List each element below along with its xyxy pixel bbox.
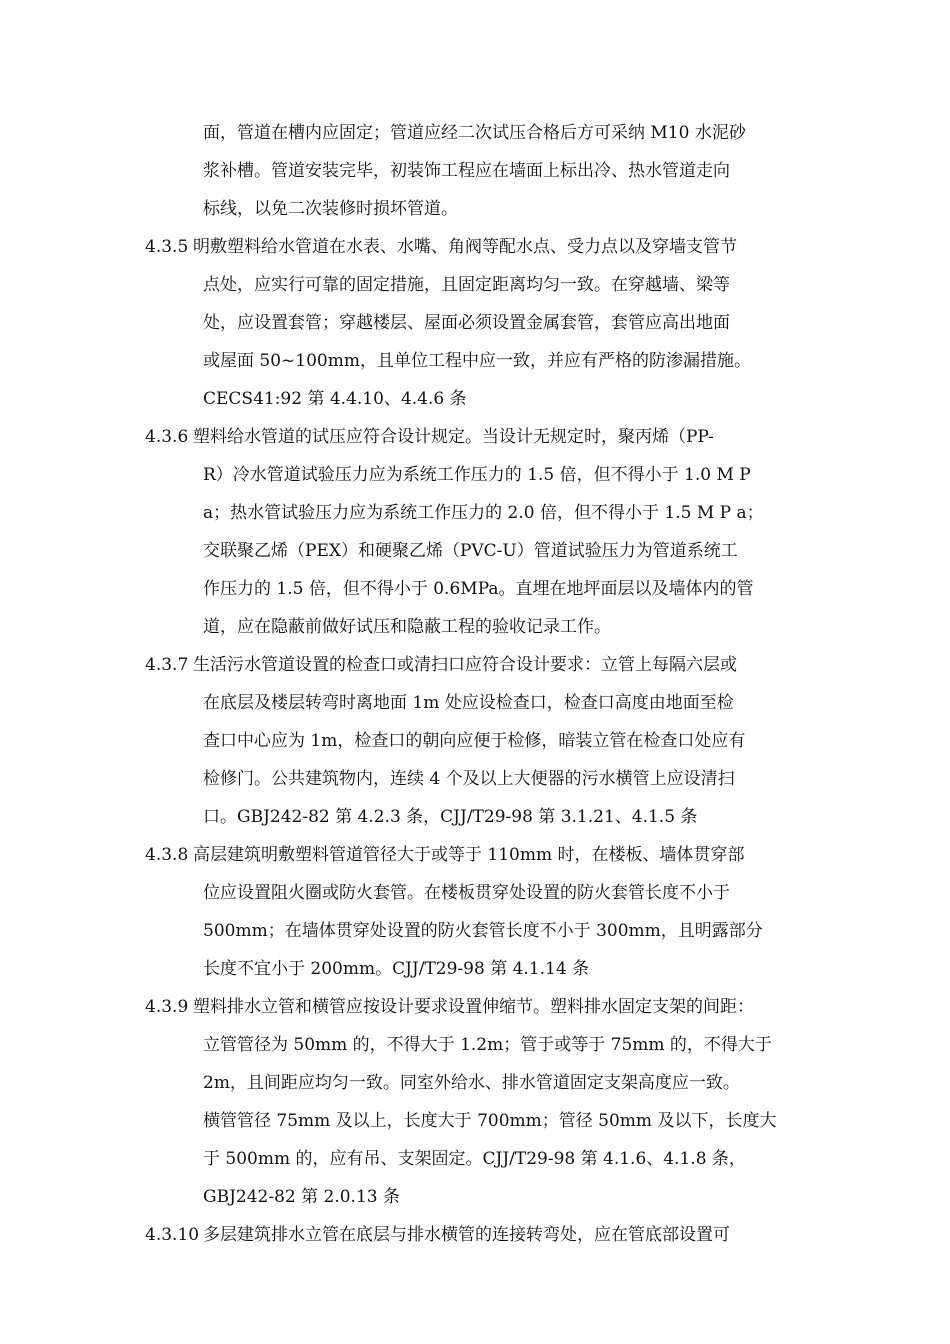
clause-number: 4.3.10	[145, 1225, 200, 1245]
clause-number: 4.3.5	[145, 237, 189, 257]
clause-number: 4.3.8	[145, 845, 189, 865]
clause-number: 4.3.9	[145, 997, 189, 1017]
clause-number: 4.3.7	[145, 655, 189, 675]
clause-number: 4.3.6	[145, 427, 189, 447]
document-page: 面，管道在槽内应固定；管道应经二次试压合格后方可采纳 M10 水泥砂 浆补槽。管道安装完毕，初装饰工程应在墙面上标出冷、热水管道走向 标线，以免二次装修时损坏管道。 4.3.5 明敷塑料给水管道在水表、水嘴、角阀等配水点、受力点以及穿墙支管节 点处，应实行可靠的固定措施，且固定距离均匀一致。在穿越墙、梁等 处，应设置套管；穿越楼层、屋面必须设置金属套管，套管应高出地面 或屋面 50~100mm，且单位工程中应一致，并应有严格的防渗漏措施。 CECS41:92 第 4.4.10、4.4.6 条 4.3.6 塑料给水管道的试压应符合设计规定。当设计无规定时，聚丙烯（PP- R）冷水管道试验压力应为系统工作压力的 1.5 倍，但不得小于 1.0 M P a；热水管试验压力应为系统工作压力的 2.0 倍，但不得小于 1.5 M P a； 交联聚乙烯（PEX）和硬聚乙烯（PVC-U）管道试验压力为管道系统工 作压力的 1.5 倍，但不得小于 0.6MPa。直埋在地坪面层以及墙体内的管 道，应在隐蔽前做好试压和隐蔽工程的验收记录工作。 4.3.7 生活污水管道设置的检查口或清扫口应符合设计要求：立管上每隔六层或 在底层及楼层转弯时离地面 1m 处应设检查口，检查口高度由地面至检 查口中心应为 1m，检查口的朝向应便于检修，暗装立管在检查口处应有 检修门。公共建筑物内，连续 4 个及以上大便器的污水横管上应设清扫 口。GBJ242-82 第 4.2.3 条，CJJ/T29-98 第 3.1.21、4.1.5 条 4.3.8 高层建筑明敷塑料管道管径大于或等于 110mm 时，在楼板、墙体贯穿部 位应设置阻火圈或防火套管。在楼板贯穿处设置的防火套管长度不小于 500mm；在墙体贯穿处设置的防火套管长度不小于 300mm，且明露部分 长度不宜小于 200mm。CJJ/T29-98 第 4.1.14 条 4.3.9 塑料排水立管和横管应按设计要求设置伸缩节。塑料排水固定支架的间距： 立管管径为 50mm 的，不得大于 1.2m；管于或等于 75mm 的，不得大于 2m，且间距应均匀一致。同室外给水、排水管道固定支架高度应一致。 横管管径 75mm 及以上，长度大于 700mm；管径 50mm 及以下，长度大 于 500mm 的，应有吊、支架固定。CJJ/T29-98 第 4.1.6、4.1.8 条， GBJ242-82 第 2.0.13 条 4.3.10 多层建筑排水立管在底层与排水横管的连接转弯处，应在管底部设置可	[0, 0, 950, 1344]
